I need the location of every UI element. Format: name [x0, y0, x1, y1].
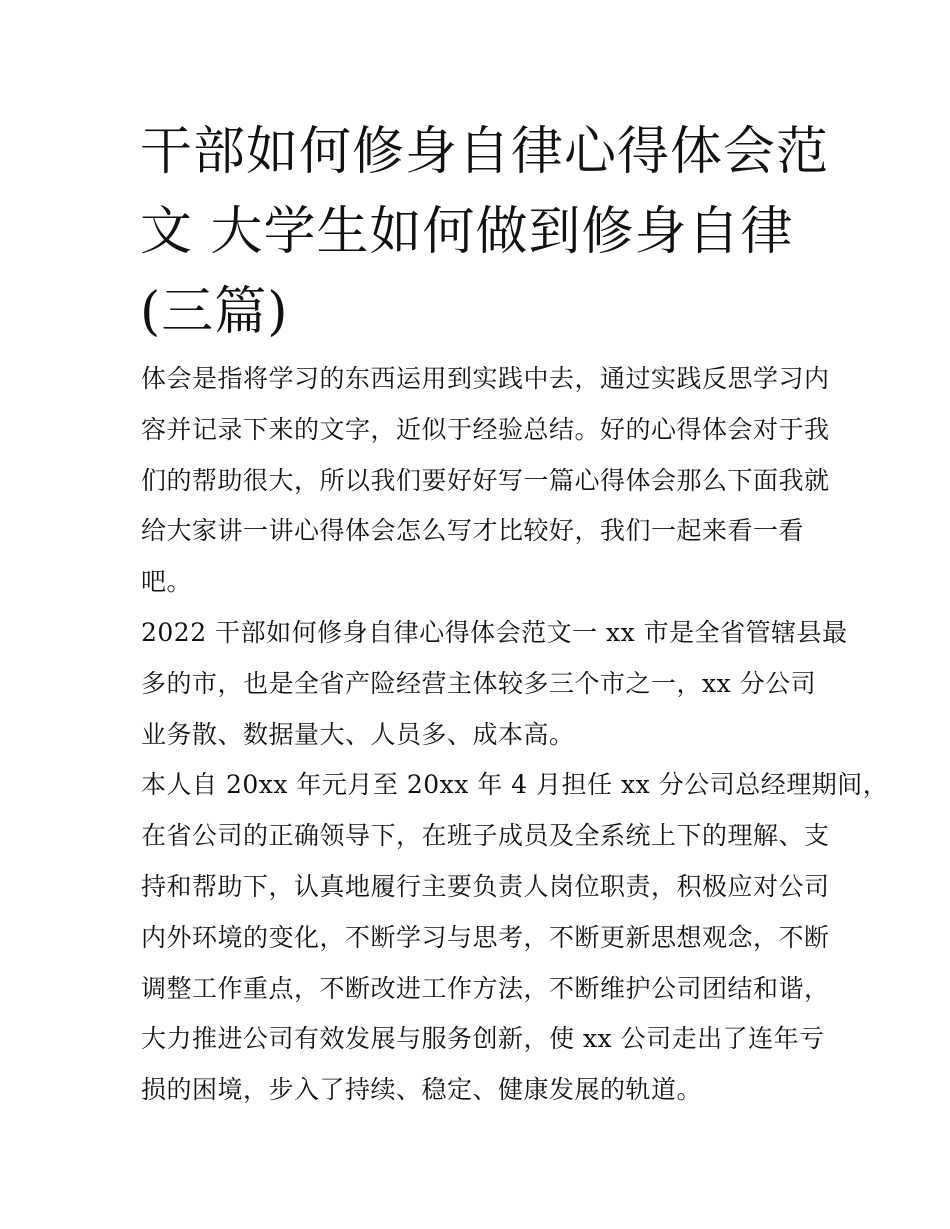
text-line: 体会是指将学习的东西运用到实践中去，通过实践反思学习内 — [141, 364, 830, 393]
paragraph-sample-one — [141, 608, 848, 760]
document-title — [140, 112, 830, 352]
text-line: 本人自 20xx 年元月至 20xx 年 4 月担任 xx 分公司总经理期间， — [141, 770, 889, 800]
text-line: 在省公司的正确领导下，在班子成员及全系统上下的理解、支 — [141, 821, 830, 851]
paragraph-intro — [141, 354, 830, 608]
title-line: (三篇) — [140, 282, 289, 342]
title-line: 干部如何修身自律心得体会范 — [140, 122, 830, 182]
text-line: 吧。 — [141, 567, 193, 597]
text-line: 们的帮助很大，所以我们要好好写一篇心得体会那么下面我就 — [141, 465, 830, 495]
text-line: 持和帮助下，认真地履行主要负责人岗位职责，积极应对公司 — [141, 871, 830, 901]
text-line: 调整工作重点，不断改进工作方法，不断维护公司团结和谐， — [141, 973, 830, 1003]
text-line: 2022 干部如何修身自律心得体会范文一 xx 市是全省管辖县最 — [141, 617, 848, 647]
title-line: 文 大学生如何做到修身自律 — [140, 202, 794, 262]
paragraph-self-review — [141, 760, 889, 1116]
text-line: 容并记录下来的文字，近似于经验总结。好的心得体会对于我 — [141, 414, 830, 444]
text-line: 业务散、数据量大、人员多、成本高。 — [141, 719, 575, 749]
text-line: 大力推进公司有效发展与服务创新，使 xx 公司走出了连年亏 — [141, 1024, 825, 1054]
text-line: 多的市，也是全省产险经营主体较多三个市之一，xx 分公司 — [141, 668, 817, 698]
text-line: 损的困境，步入了持续、稳定、健康发展的轨道。 — [141, 1075, 703, 1105]
text-line: 内外环境的变化，不断学习与思考，不断更新思想观念，不断 — [141, 922, 830, 952]
text-line: 给大家讲一讲心得体会怎么写才比较好，我们一起来看一看 — [141, 516, 805, 546]
document-body — [141, 354, 889, 1116]
